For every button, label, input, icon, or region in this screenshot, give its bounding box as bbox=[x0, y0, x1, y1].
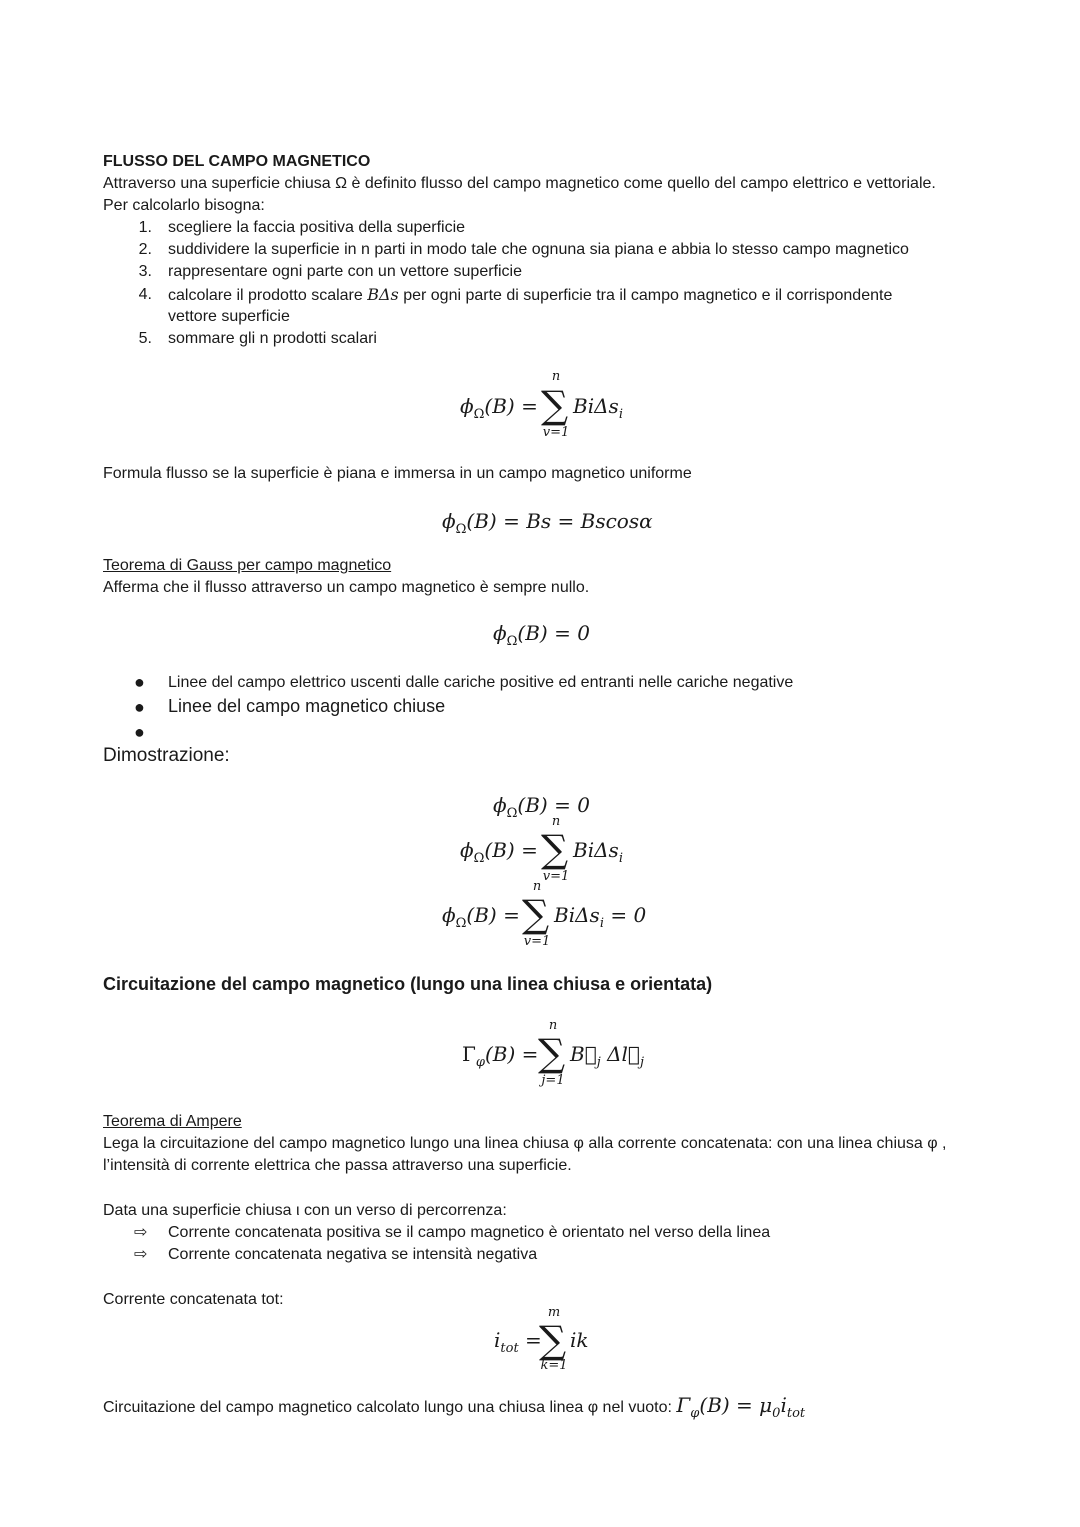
arrow-right-icon: ⇨ bbox=[134, 1246, 148, 1263]
gauss-theorem-text: Afferma che il flusso attraverso un campo magnetico è sempre nullo. bbox=[103, 579, 590, 596]
list-text: Corrente concatenata negativa se intensità negativa bbox=[168, 1246, 538, 1263]
list-text: Linee del campo elettrico uscenti dalle cariche positive ed entranti nelle cariche negative bbox=[168, 674, 794, 691]
proof-line-1: $\phi_\Omega(B) = 0$ bbox=[493, 793, 590, 821]
ampere-text-line-2: l’intensità di corrente elettrica che passa attraverso una superficie. bbox=[103, 1157, 572, 1174]
list-text: scegliere la faccia positiva della superficie bbox=[168, 219, 466, 236]
bullet-icon: ● bbox=[134, 697, 145, 717]
list-number: 2. bbox=[138, 241, 152, 258]
sum-upper-limit: n bbox=[551, 369, 561, 384]
sum-symbol: ∑ bbox=[539, 1318, 567, 1362]
proof-line-2-lhs: $\phi_\Omega(B)$ = bbox=[460, 838, 538, 866]
ampere-text-line-1: Lega la circuitazione del campo magnetico lungo una linea chiusa φ alla corrente concatenata: con una linea chiusa φ , bbox=[103, 1135, 947, 1152]
list-text bbox=[168, 284, 892, 307]
sum-lower-limit: k=1 bbox=[540, 1358, 568, 1373]
list-text-part: calcolare il prodotto scalare bbox=[168, 287, 368, 304]
uniform-flux-formula: $\phi_\Omega(B) = Bs = Bscos\alpha$ bbox=[442, 509, 653, 537]
sum-symbol: ∑ bbox=[522, 892, 550, 936]
gauss-theorem-title: Teorema di Gauss per campo magnetico bbox=[103, 557, 392, 574]
list-text-part: per ogni parte di superficie tra il campo magnetico e il corrispondente bbox=[398, 287, 893, 304]
list-text: sommare gli n prodotti scalari bbox=[168, 330, 377, 347]
sum-lower-limit: v=1 bbox=[542, 425, 570, 440]
sum-lower-limit: j=1 bbox=[541, 1073, 565, 1088]
proof-line-3-term: BiΔs$_i$ = 0 bbox=[554, 903, 647, 931]
list-number: 1. bbox=[138, 219, 152, 236]
formula-term: BiΔs$_i$ bbox=[573, 394, 623, 422]
total-current-label: Corrente concatenata tot: bbox=[103, 1291, 284, 1308]
steps-intro: Per calcolarlo bisogna: bbox=[103, 197, 265, 214]
formula-term: $B⃗_j$ $\Delta l⃗_j$ bbox=[570, 1042, 644, 1070]
section-title: FLUSSO DEL CAMPO MAGNETICO bbox=[103, 153, 371, 170]
proof-line-2-term: BiΔs$_i$ bbox=[573, 838, 623, 866]
proof-line-3-lhs: $\phi_\Omega(B)$ = bbox=[442, 903, 520, 931]
sum-symbol: ∑ bbox=[541, 827, 569, 871]
formula-lhs: $\Gamma_\varphi(B)$ = bbox=[462, 1042, 539, 1070]
formula-term: ik bbox=[570, 1328, 589, 1352]
list-number: 4. bbox=[138, 286, 152, 303]
ampere-theorem-title: Teorema di Ampere bbox=[103, 1113, 242, 1130]
sum-lower-limit: v=1 bbox=[523, 934, 551, 949]
list-text-continuation: vettore superficie bbox=[168, 308, 290, 325]
inline-math: BΔs bbox=[367, 285, 399, 304]
sum-upper-limit: n bbox=[551, 814, 561, 829]
sum-upper-limit: m bbox=[547, 1305, 561, 1320]
gauss-formula: $\phi_\Omega(B) = 0$ bbox=[493, 621, 590, 649]
bullet-icon: ● bbox=[134, 722, 145, 742]
list-number: 3. bbox=[138, 263, 152, 280]
sum-symbol: ∑ bbox=[541, 383, 569, 427]
list-text: Corrente concatenata positiva se il campo magnetico è orientato nel verso della linea bbox=[168, 1224, 771, 1241]
formula-lhs: $i_{tot}$ = bbox=[494, 1328, 542, 1356]
list-text: Linee del campo magnetico chiuse bbox=[168, 696, 446, 716]
final-text: Circuitazione del campo magnetico calcolato lungo una chiusa linea φ nel vuoto: bbox=[103, 1399, 677, 1416]
final-statement bbox=[103, 1394, 805, 1425]
sum-lower-limit: v=1 bbox=[542, 869, 570, 884]
sum-upper-limit: n bbox=[548, 1018, 558, 1033]
proof-label: Dimostrazione: bbox=[103, 745, 230, 766]
list-text: rappresentare ogni parte con un vettore superficie bbox=[168, 263, 522, 280]
sum-symbol: ∑ bbox=[538, 1031, 566, 1075]
uniform-text: Formula flusso se la superficie è piana e immersa in un campo magnetico uniforme bbox=[103, 465, 692, 482]
intro-text: Attraverso una superficie chiusa Ω è definito flusso del campo magnetico come quello del campo elettrico e vettoriale. bbox=[103, 175, 936, 192]
list-number: 5. bbox=[138, 330, 152, 347]
circulation-heading: Circuitazione del campo magnetico (lungo una linea chiusa e orientata) bbox=[103, 974, 713, 994]
arrow-right-icon: ⇨ bbox=[134, 1224, 148, 1241]
final-formula: $\Gamma_\varphi(B) = \mu_0i_{tot}$ bbox=[676, 1393, 806, 1421]
list-text: suddividere la superficie in n parti in modo tale che ognuna sia piana e abbia lo stesso campo magnetico bbox=[168, 241, 909, 258]
bullet-icon: ● bbox=[134, 672, 145, 692]
sum-upper-limit: n bbox=[532, 879, 542, 894]
surface-text: Data una superficie chiusa ι con un verso di percorrenza: bbox=[103, 1202, 507, 1219]
formula-lhs: $\phi_\Omega(B)$ = bbox=[460, 394, 538, 422]
